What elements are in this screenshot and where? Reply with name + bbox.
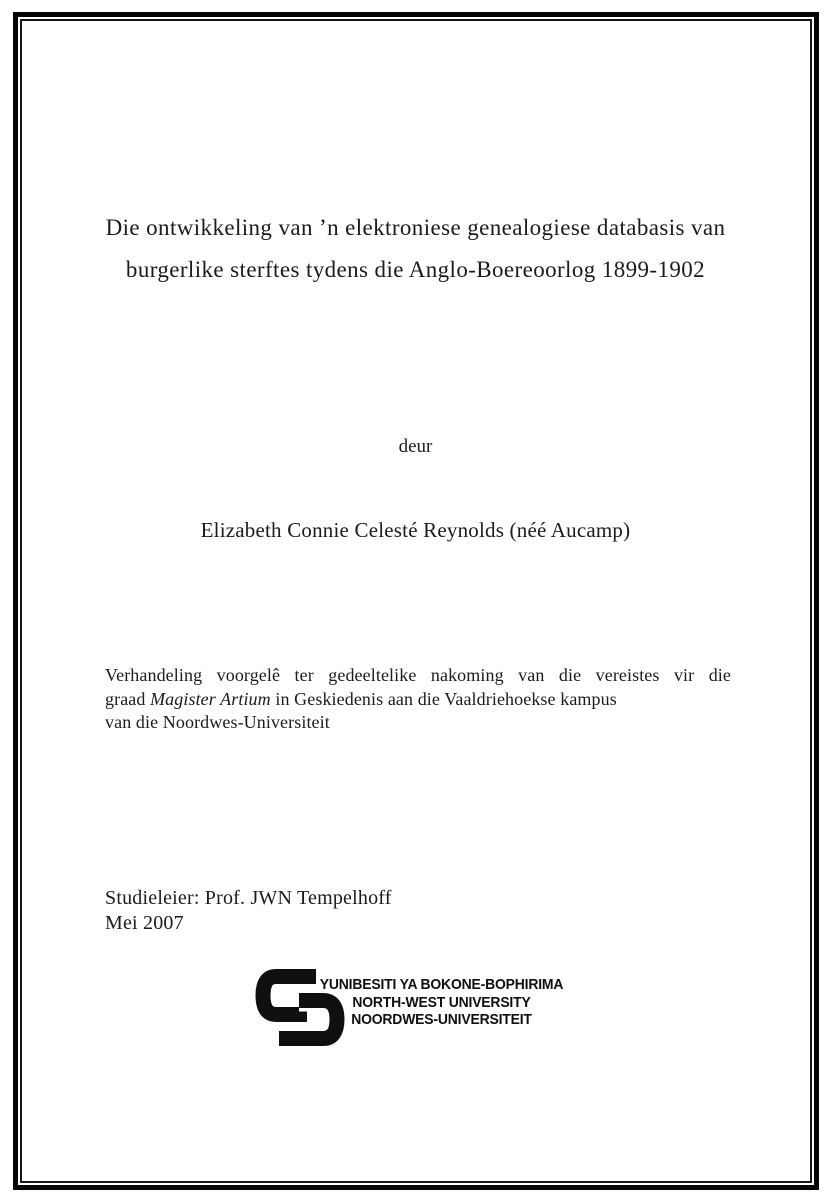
title-line-2: burgerlike sterftes tydens die Anglo-Boereoorlog 1899-1902 <box>125 257 706 282</box>
statement-line-2-suffix: in Geskiedenis aan die Vaaldriehoekse kampus <box>270 688 617 709</box>
byline-deur: deur <box>398 436 433 457</box>
statement-line-2-degree-italic: Magister Artium <box>150 688 271 709</box>
university-logo-text <box>315 976 568 1029</box>
statement-line-2 <box>105 688 731 712</box>
logo-line-setswana: YUNIBESITI YA BOKONE-BOPHIRIMA <box>319 976 564 993</box>
university-logo <box>255 967 585 1052</box>
thesis-title <box>40 207 791 291</box>
logo-line-english: NORTH-WEST UNIVERSITY <box>352 993 531 1011</box>
date-line: Mei 2007 <box>105 912 184 934</box>
statement-line-3: van die Noordwes-Universiteit <box>105 712 330 733</box>
author-name: Elizabeth Connie Celesté Reynolds (néé Aucamp) <box>200 518 631 542</box>
logo-line-afrikaans: NOORDWES-UNIVERSITEIT <box>351 1011 532 1029</box>
statement-line-1: Verhandeling voorgelê ter gedeeltelike nakoming van die vereistes vir die <box>105 665 731 685</box>
supervisor-block <box>105 886 392 936</box>
statement-line-2-prefix: graad <box>105 688 151 709</box>
title-line-1: Die ontwikkeling van ’n elektroniese genealogiese databasis van <box>105 215 726 240</box>
supervisor-line: Studieleier: Prof. JWN Tempelhoff <box>105 887 392 909</box>
degree-statement <box>105 664 731 735</box>
